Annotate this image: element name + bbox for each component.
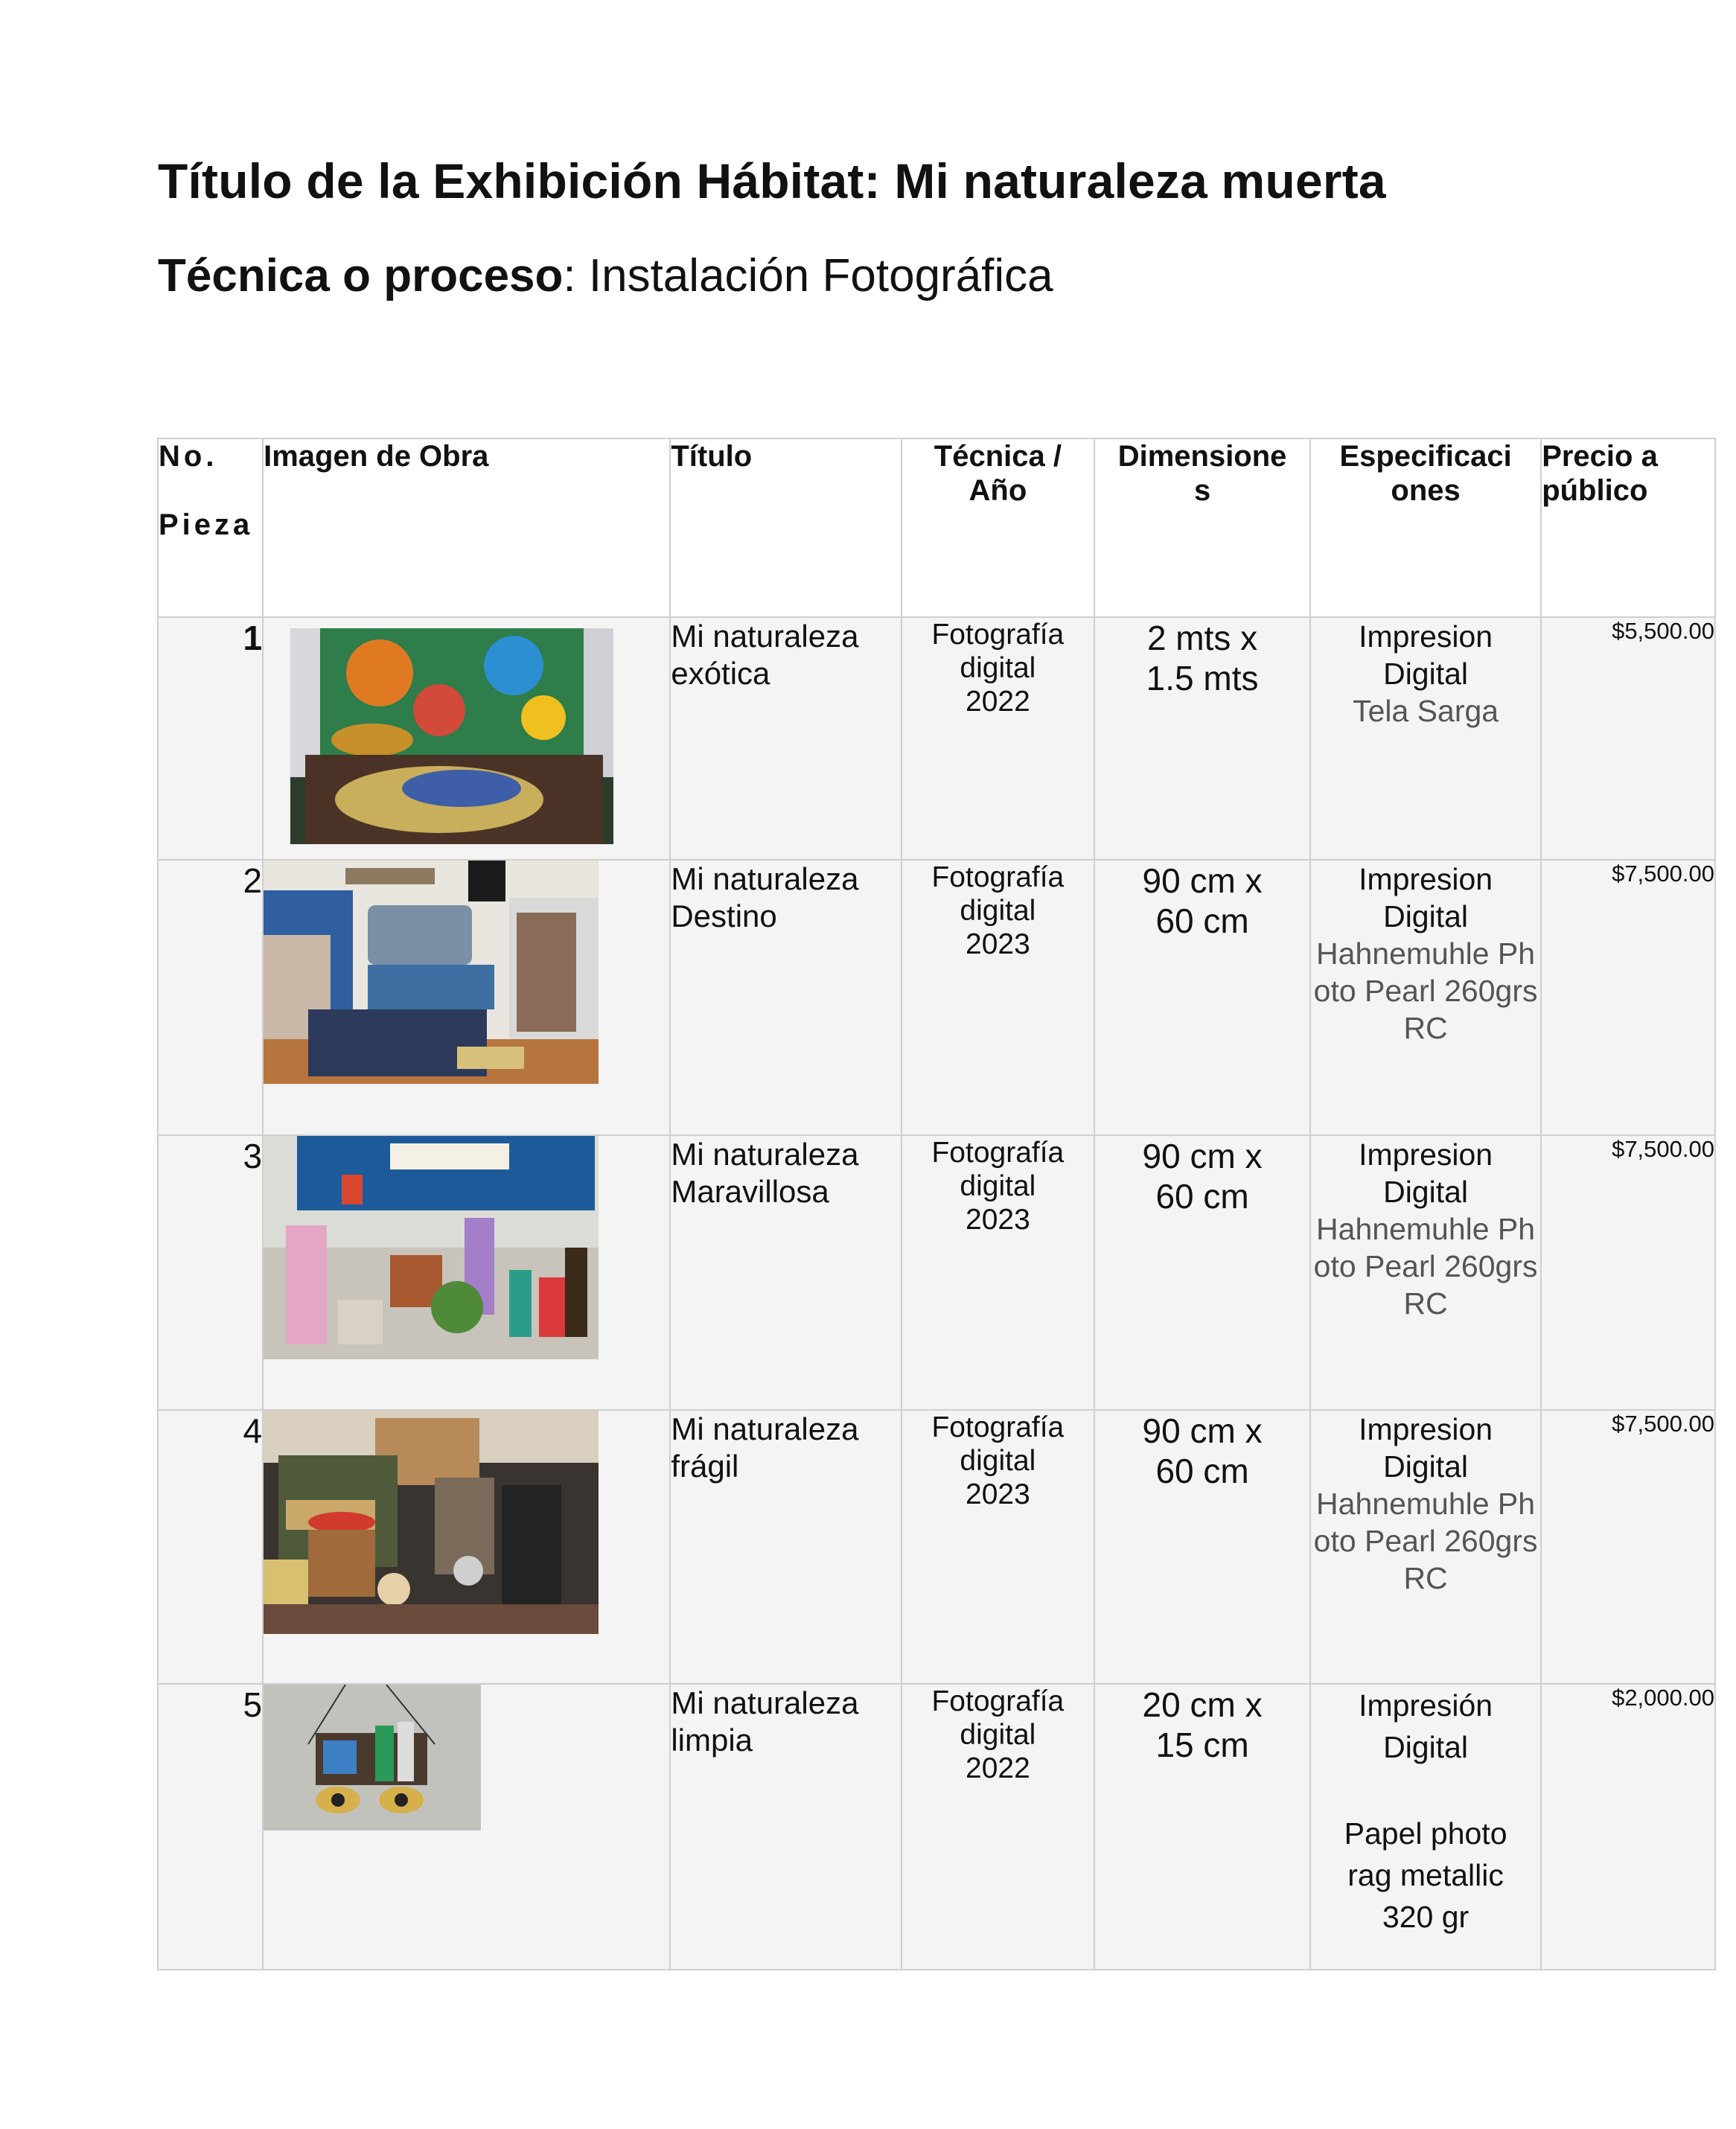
price: $7,500.00 [1541,1135,1715,1410]
piece-number: 3 [158,1135,263,1410]
dimensions [1094,1410,1310,1684]
technique-text: Fotografía digital [931,861,1065,927]
header-piece-label: Pieza [159,508,254,541]
spec-print: Impresion [1359,1412,1493,1446]
artwork-thumbnail-limpia [264,1685,481,1830]
technique-text: Fotografía digital [931,619,1065,684]
dimension-line: 60 cm [1155,901,1249,940]
price: $7,500.00 [1541,860,1715,1135]
price: $5,500.00 [1541,617,1715,860]
specifications [1310,617,1541,860]
spec-print: Impresion [1359,619,1493,654]
spec-material: Tela Sarga [1353,694,1499,728]
dimension-line: 60 cm [1155,1177,1249,1216]
table-row [158,1135,1715,1410]
spec-material: Hahnemuhle Photo Pearl 260grs RC [1313,1487,1538,1595]
header-row [158,438,1715,617]
dimension-line: 15 cm [1155,1726,1249,1764]
header-no [158,438,263,617]
technique-year [901,1410,1095,1684]
table-row [158,1410,1715,1684]
spec-type: Digital [1383,1730,1469,1764]
dimension-line: 90 cm x [1142,1411,1263,1450]
artwork-image-cell [263,1684,670,1970]
header-no-label: No. [159,440,218,473]
spec-print: Impresion [1359,1137,1493,1172]
artwork-thumbnail-fragil [264,1411,599,1634]
artwork-image-cell [263,860,670,1135]
header-price: Precio a público [1541,438,1715,617]
specifications [1310,1135,1541,1410]
table-row [158,860,1715,1135]
specifications [1310,1684,1541,1970]
piece-number: 4 [158,1410,263,1684]
year-text: 2023 [966,1204,1030,1236]
technique-text: Fotografía digital [931,1685,1065,1751]
technique-year [901,1135,1095,1410]
works-table [157,438,1716,1970]
technique-year [901,860,1095,1135]
header-image: Imagen de Obra [263,438,670,617]
year-text: 2022 [966,1752,1030,1784]
spec-type: Digital [1383,1449,1469,1484]
artwork-title: Mi naturaleza Maravillosa [670,1135,901,1410]
dimensions [1094,860,1310,1135]
year-text: 2022 [966,686,1030,718]
dimension-line: 60 cm [1155,1452,1249,1490]
artwork-image-cell [263,1410,670,1684]
specifications [1310,1410,1541,1684]
header-specs: Especificaciones [1310,438,1541,617]
artwork-image-cell [263,1135,670,1410]
technique-text: Fotografía digital [931,1411,1065,1477]
dimension-line: 1.5 mts [1146,659,1259,698]
piece-number: 5 [158,1684,263,1970]
header-dimensions: Dimensiones [1094,438,1310,617]
technique-text: Fotografía digital [931,1137,1065,1202]
technique-separator: : [563,250,589,301]
piece-number: 1 [158,617,263,860]
spec-print: Impresión [1359,1688,1493,1723]
technique-label: Técnica o proceso [158,250,564,301]
price: $7,500.00 [1541,1410,1715,1684]
artwork-title: Mi naturaleza exótica [670,617,901,860]
dimensions [1094,617,1310,860]
price: $2,000.00 [1541,1684,1715,1970]
dimension-line: 90 cm x [1142,1137,1263,1175]
table-row [158,617,1715,860]
year-text: 2023 [966,1478,1030,1510]
artwork-title: Mi naturaleza limpia [670,1684,901,1970]
technique-year [901,617,1095,860]
exhibition-title: Título de la Exhibición Hábitat: Mi naturaleza muerta [158,153,1386,208]
spec-material: Hahnemuhle Photo Pearl 260grs RC [1313,1212,1538,1321]
technique-value: Instalación Fotográfica [588,250,1053,301]
spec-type: Digital [1383,1175,1469,1209]
specifications [1310,860,1541,1135]
artwork-title: Mi naturaleza frágil [670,1410,901,1684]
dimension-line: 2 mts x [1146,619,1258,657]
artwork-thumbnail-maravillosa [264,1136,599,1359]
spec-type: Digital [1383,899,1469,933]
header-title: Título [670,438,901,617]
piece-number: 2 [158,860,263,1135]
spec-material: Hahnemuhle Photo Pearl 260grs RC [1313,936,1538,1045]
artwork-thumbnail-destino [264,861,599,1084]
spec-material: Papel photo rag metallic 320 gr [1344,1816,1507,1934]
technique-line [158,249,1053,302]
artwork-image-cell [263,617,670,860]
dimensions [1094,1135,1310,1410]
spec-type: Digital [1383,657,1469,691]
dimension-line: 90 cm x [1142,861,1263,900]
dimensions [1094,1684,1310,1970]
spec-print: Impresion [1359,862,1493,896]
table-row [158,1684,1715,1970]
artwork-thumbnail-exotica [290,628,613,844]
dimension-line: 20 cm x [1142,1685,1263,1724]
technique-year [901,1684,1095,1970]
year-text: 2023 [966,928,1030,960]
header-technique: Técnica / Año [901,438,1095,617]
artwork-title: Mi naturaleza Destino [670,860,901,1135]
